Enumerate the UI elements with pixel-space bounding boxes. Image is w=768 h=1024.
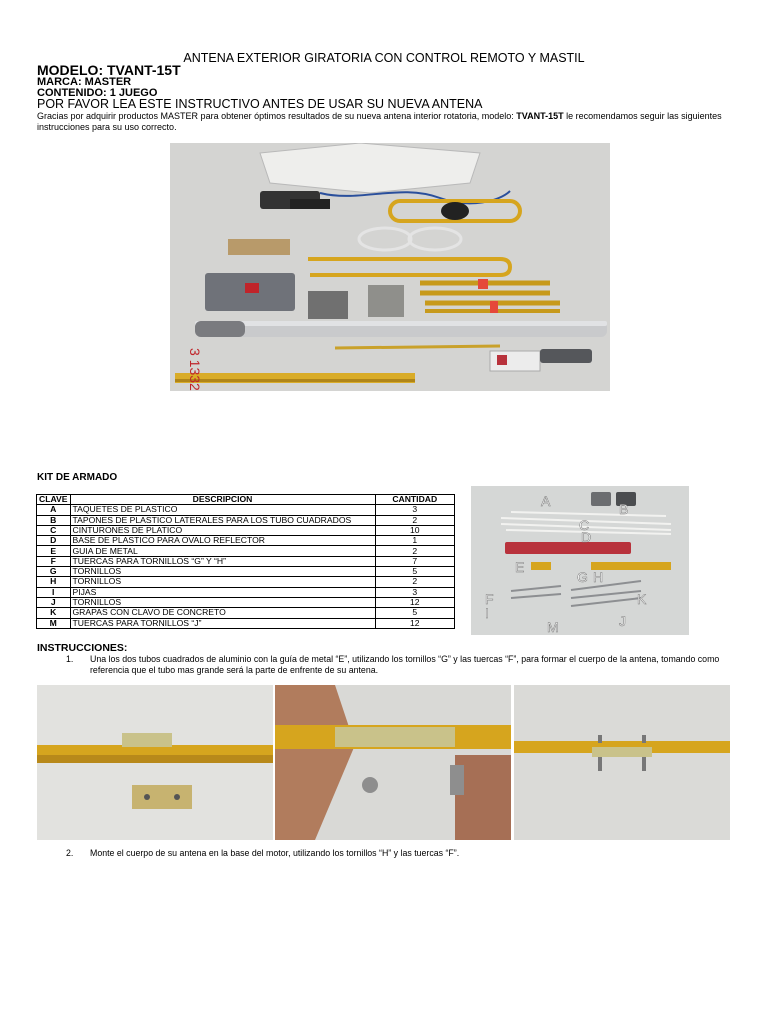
table-row bbox=[37, 618, 455, 628]
row-cantidad: 3 bbox=[375, 587, 455, 597]
intro-text-a: Gracias por adquirir productos MASTER para obtener óptimos resultados de su nueva antena interior rotatoria, modelo: bbox=[37, 111, 517, 121]
step-photo-3 bbox=[514, 685, 730, 840]
row-descripcion: CINTURONES DE PLATICO bbox=[70, 525, 375, 535]
part-letter-g: G bbox=[577, 569, 588, 585]
parts-photo bbox=[471, 486, 689, 635]
part-letter-a: A bbox=[541, 493, 551, 509]
step-2-text: Monte el cuerpo de su antena en la base del motor, utilizando los tornillos “H” y las tuercas “F”. bbox=[90, 848, 460, 858]
part-letter-c: C bbox=[579, 517, 590, 533]
row-clave: C bbox=[37, 525, 71, 535]
row-clave: M bbox=[37, 618, 71, 628]
part-letter-k: K bbox=[637, 591, 647, 607]
row-clave: B bbox=[37, 515, 71, 525]
row-cantidad: 1 bbox=[375, 536, 455, 546]
row-cantidad: 3 bbox=[375, 505, 455, 515]
step-photo-2-illustration bbox=[275, 685, 511, 840]
table-row bbox=[37, 546, 455, 556]
table-row bbox=[37, 536, 455, 546]
table-row bbox=[37, 515, 455, 525]
row-clave: F bbox=[37, 556, 71, 566]
row-clave: I bbox=[37, 587, 71, 597]
step-photo-1-illustration bbox=[37, 685, 273, 840]
row-cantidad: 7 bbox=[375, 556, 455, 566]
row-cantidad: 2 bbox=[375, 515, 455, 525]
part-letter-h: H bbox=[593, 569, 604, 585]
kit-table bbox=[36, 494, 455, 629]
step-photo-2 bbox=[275, 685, 511, 840]
instructions-heading: INSTRUCCIONES: bbox=[37, 642, 128, 654]
part-letter-b: B bbox=[619, 501, 629, 517]
row-clave: K bbox=[37, 608, 71, 618]
row-descripcion: TORNILLOS bbox=[70, 577, 375, 587]
table-row bbox=[37, 525, 455, 535]
intro-paragraph bbox=[37, 111, 737, 132]
step-1-number: 1. bbox=[66, 654, 74, 664]
row-descripcion: GRAPAS CON CLAVO DE CONCRETO bbox=[70, 608, 375, 618]
col-clave: CLAVE bbox=[37, 495, 71, 505]
brand-line: MARCA: MASTER bbox=[37, 76, 132, 88]
part-letter-e: E bbox=[515, 559, 525, 575]
table-row bbox=[37, 505, 455, 515]
intro-text-b: le recomendamos seguir las siguientes instrucciones para su uso correcto. bbox=[37, 111, 722, 132]
product-photo bbox=[170, 143, 610, 391]
row-cantidad: 12 bbox=[375, 618, 455, 628]
row-cantidad: 5 bbox=[375, 608, 455, 618]
table-row bbox=[37, 556, 455, 566]
row-clave: J bbox=[37, 597, 71, 607]
part-letter-m: M bbox=[547, 619, 559, 635]
intro-model: TVANT-15T bbox=[516, 111, 564, 121]
row-cantidad: 2 bbox=[375, 577, 455, 587]
row-descripcion: TORNILLOS bbox=[70, 567, 375, 577]
row-descripcion: TAPONES DE PLASTICO LATERALES PARA LOS TUBO CUADRADOS bbox=[70, 515, 375, 525]
table-row bbox=[37, 587, 455, 597]
product-photo-illustration bbox=[170, 143, 610, 391]
row-descripcion: BASE DE PLASTICO PARA OVALO REFLECTOR bbox=[70, 536, 375, 546]
col-descripcion: DESCRIPCION bbox=[70, 495, 375, 505]
kit-heading: KIT DE ARMADO bbox=[37, 472, 118, 483]
row-clave: D bbox=[37, 536, 71, 546]
part-letter-d: D bbox=[581, 529, 592, 545]
row-descripcion: TORNILLOS bbox=[70, 597, 375, 607]
read-notice: POR FAVOR LEA ESTE INSTRUCTIVO ANTES DE USAR SU NUEVA ANTENA bbox=[37, 97, 483, 111]
content-line: CONTENIDO: 1 JUEGO bbox=[37, 87, 158, 99]
row-descripcion: TAQUETES DE PLASTICO bbox=[70, 505, 375, 515]
row-descripcion: PIJAS bbox=[70, 587, 375, 597]
parts-photo-illustration bbox=[471, 486, 689, 635]
part-letter-j: J bbox=[619, 613, 626, 629]
row-clave: E bbox=[37, 546, 71, 556]
photo-stamp: 3 1332 bbox=[187, 348, 203, 391]
step-2-number: 2. bbox=[66, 848, 74, 858]
table-row bbox=[37, 567, 455, 577]
row-cantidad: 12 bbox=[375, 597, 455, 607]
table-row bbox=[37, 577, 455, 587]
row-clave: G bbox=[37, 567, 71, 577]
table-row bbox=[37, 597, 455, 607]
step-1-text: Una los dos tubos cuadrados de aluminio con la guía de metal “E”, utilizando los tornillos “G” y las tuercas “F”, para formar el cuerpo de la antena, tomando como referencia que el tubo mas grande será la parte de enfrente de su antena. bbox=[90, 654, 720, 675]
table-row bbox=[37, 608, 455, 618]
page-title: ANTENA EXTERIOR GIRATORIA CON CONTROL REMOTO Y MASTIL bbox=[183, 51, 585, 65]
col-cantidad: CANTIDAD bbox=[375, 495, 455, 505]
model-heading: MODELO: TVANT-15T bbox=[37, 62, 181, 78]
row-clave: A bbox=[37, 505, 71, 515]
part-letter-f: F bbox=[485, 591, 494, 607]
step-photo-1 bbox=[37, 685, 273, 840]
row-cantidad: 2 bbox=[375, 546, 455, 556]
part-letter-i: I bbox=[485, 605, 489, 621]
row-descripcion: GUIA DE METAL bbox=[70, 546, 375, 556]
step-photo-3-illustration bbox=[514, 685, 730, 840]
row-cantidad: 10 bbox=[375, 525, 455, 535]
row-descripcion: TUERCAS PARA TORNILLOS “J” bbox=[70, 618, 375, 628]
kit-table-header bbox=[37, 495, 455, 505]
row-descripcion: TUERCAS PARA TORNILLOS “G” Y “H” bbox=[70, 556, 375, 566]
row-clave: H bbox=[37, 577, 71, 587]
row-cantidad: 5 bbox=[375, 567, 455, 577]
